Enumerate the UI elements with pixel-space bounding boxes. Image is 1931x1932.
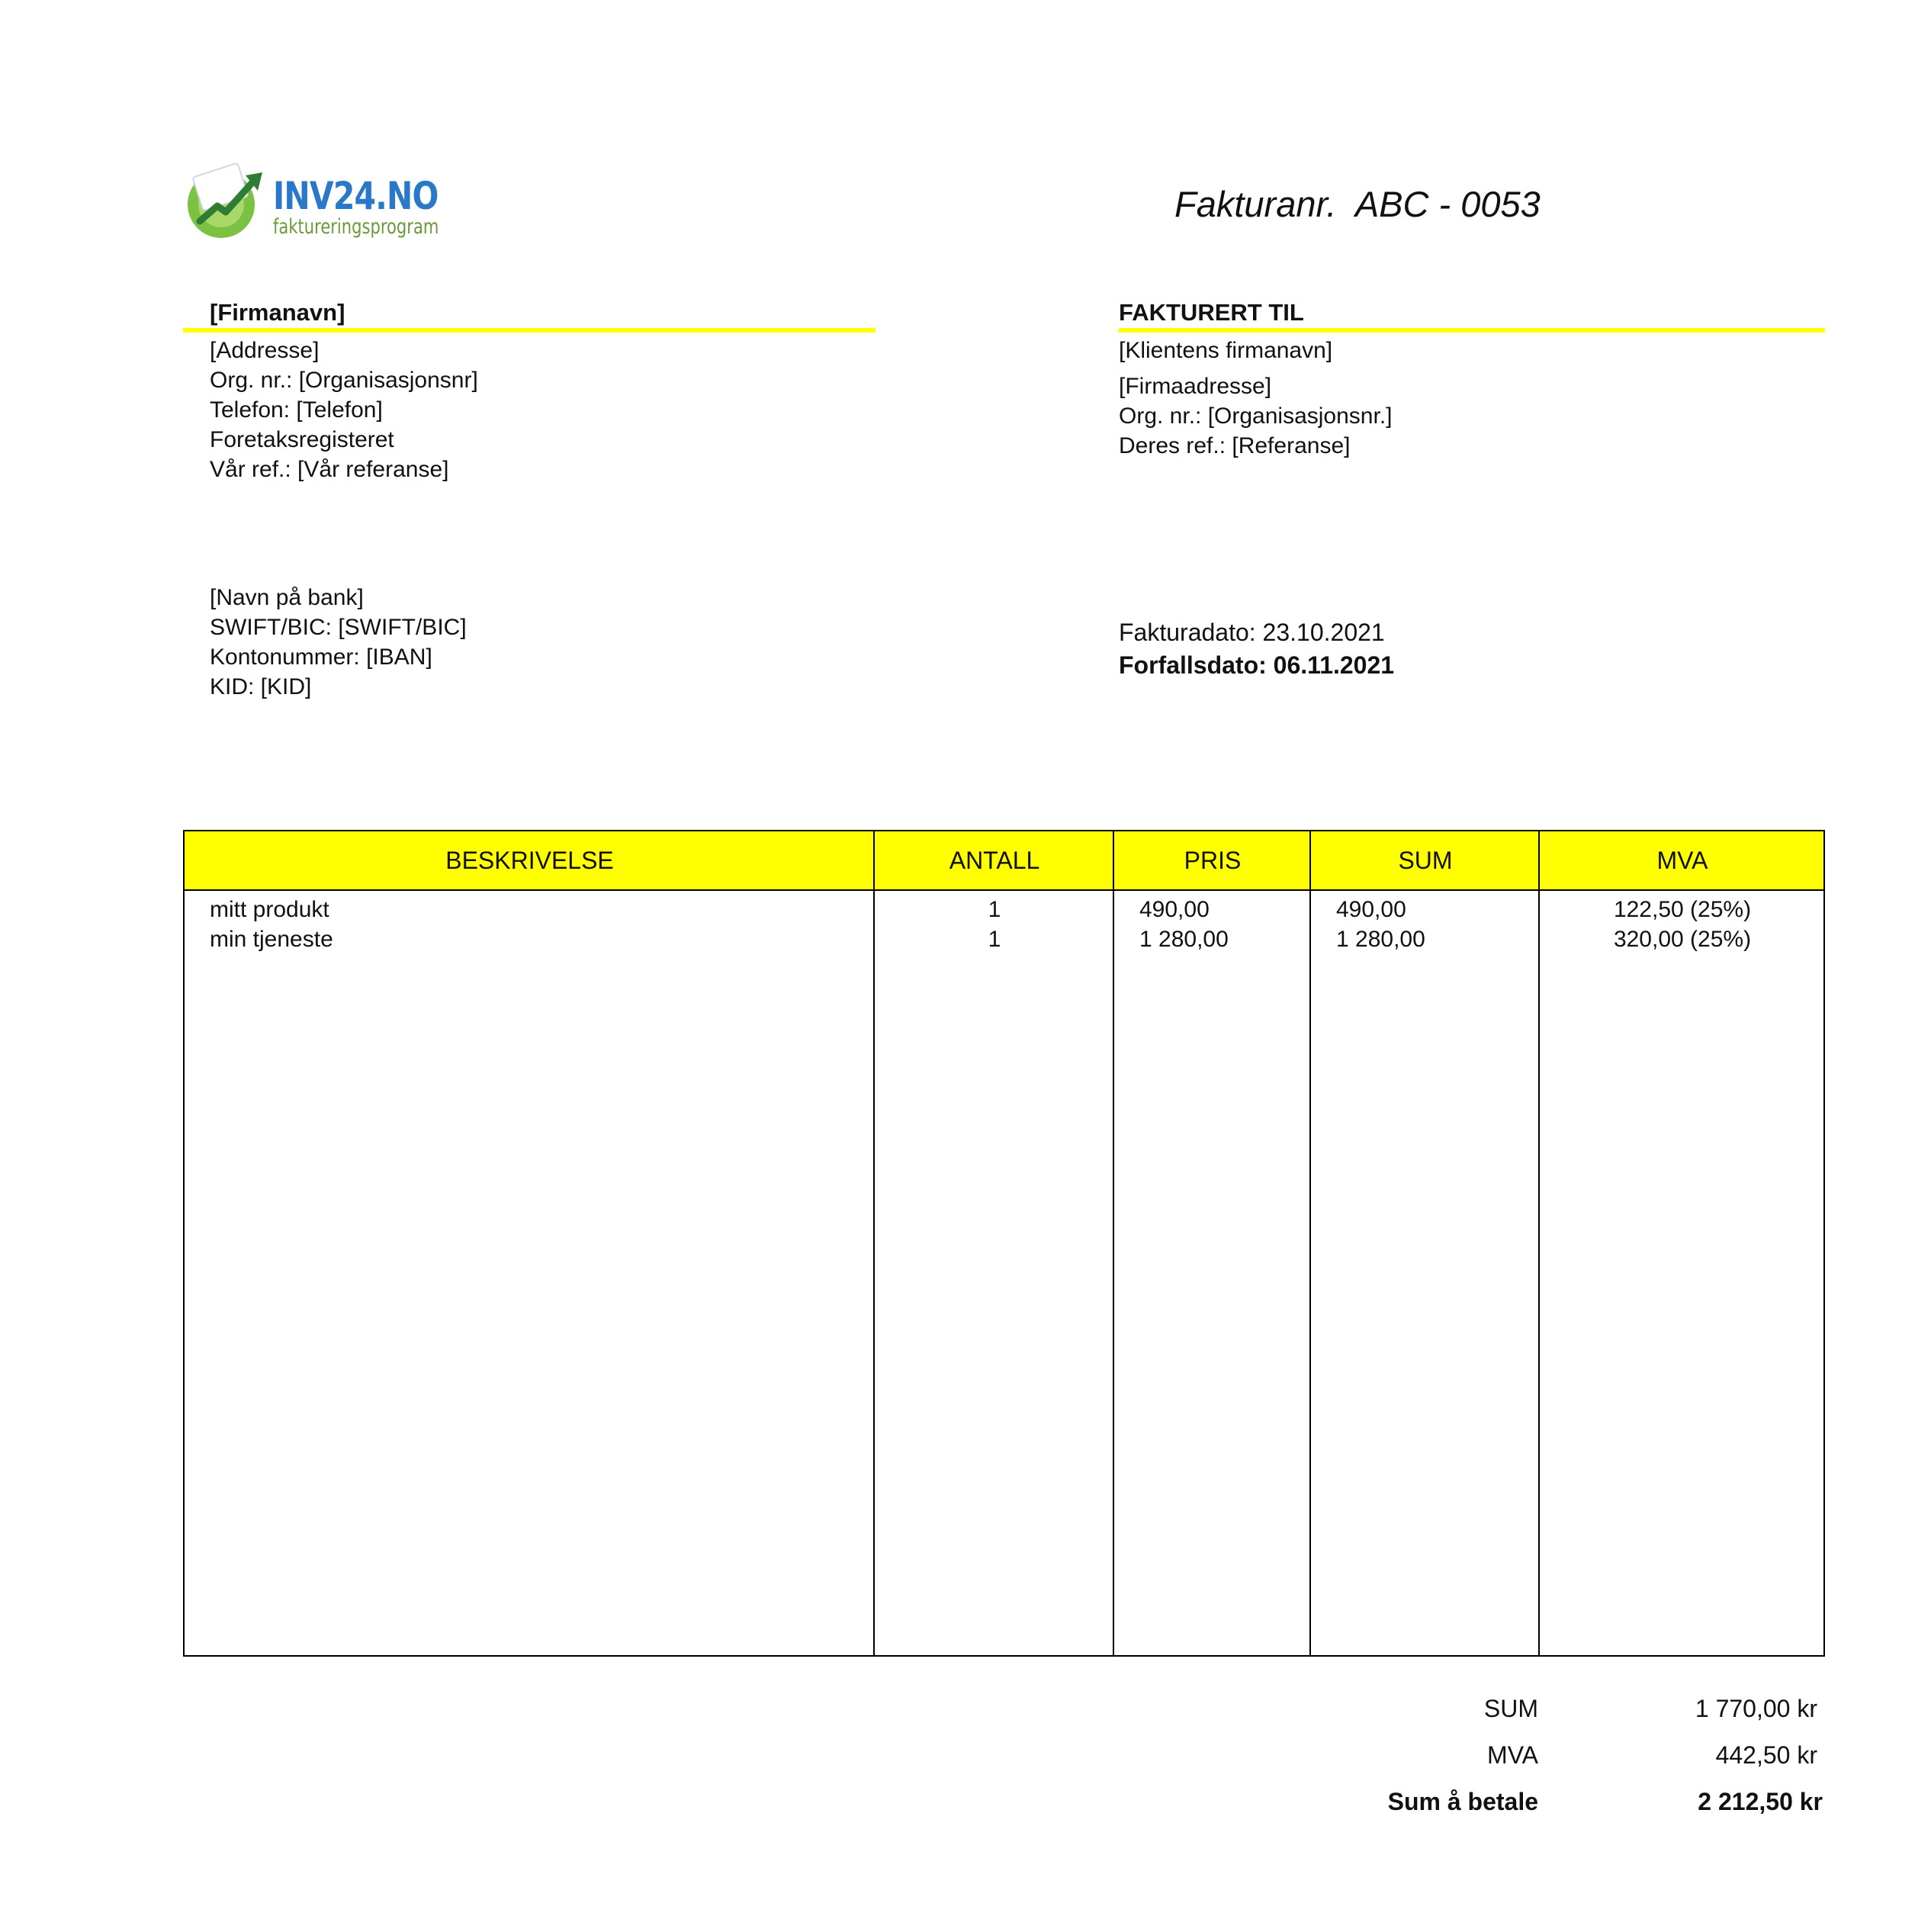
column-header-quantity: ANTALL — [949, 847, 1040, 874]
line-items-table — [183, 830, 1825, 1657]
amount-due-label: Sum å betale — [1387, 1788, 1538, 1815]
column-divider — [873, 831, 875, 1655]
logo-tagline: faktureringsprogram — [273, 215, 439, 239]
column-header-sum: SUM — [1398, 847, 1453, 874]
client-name: [Klientens firmanavn] — [1119, 338, 1333, 363]
due-date: Forfallsdato: 06.11.2021 — [1119, 651, 1395, 679]
client-divider — [1119, 328, 1825, 333]
bank-details — [210, 583, 467, 702]
bank-swift: SWIFT/BIC: [SWIFT/BIC] — [210, 615, 467, 640]
table-header — [185, 831, 1823, 891]
seller-divider — [183, 328, 876, 333]
bank-name: [Navn på bank] — [210, 585, 364, 610]
row-sum: 1 280,00 — [1336, 927, 1425, 952]
seller-details — [210, 336, 478, 484]
invoice-dates — [1119, 616, 1394, 682]
row-price: 1 280,00 — [1139, 927, 1229, 952]
column-header-price: PRIS — [1184, 847, 1242, 874]
column-divider — [1538, 831, 1540, 1655]
invoice-number: Fakturanr. ABC - 0053 — [1174, 184, 1541, 224]
seller-heading: [Firmanavn] — [210, 299, 345, 326]
column-header-vat: MVA — [1656, 847, 1708, 874]
seller-reference: Vår ref.: [Vår referanse] — [210, 457, 449, 482]
vat-total-value: 442,50 kr — [1715, 1741, 1817, 1769]
logo-emblem-icon — [183, 160, 267, 244]
seller-org-nr: Org. nr.: [Organisasjonsnr] — [210, 368, 478, 393]
row-description: min tjeneste — [210, 927, 333, 952]
subtotal-value: 1 770,00 kr — [1695, 1695, 1817, 1722]
seller-registry: Foretaksregisteret — [210, 427, 394, 452]
row-vat: 122,50 (25%) — [1613, 897, 1752, 922]
logo-name: INV24.NO — [273, 174, 439, 218]
client-heading: FAKTURERT TIL — [1119, 299, 1304, 326]
row-quantity: 1 — [988, 927, 1001, 952]
seller-address: [Addresse] — [210, 338, 320, 363]
row-quantity: 1 — [988, 897, 1001, 922]
client-address: [Firmaadresse] — [1119, 374, 1272, 399]
subtotal-label: SUM — [1483, 1695, 1538, 1722]
bank-kid: KID: [KID] — [210, 674, 312, 699]
bank-account: Kontonummer: [IBAN] — [210, 645, 432, 670]
column-header-description: BESKRIVELSE — [445, 847, 614, 874]
amount-due-value: 2 212,50 kr — [1698, 1788, 1823, 1815]
invoice-date: Fakturadato: 23.10.2021 — [1119, 619, 1385, 646]
company-logo — [183, 160, 442, 244]
client-org-nr: Org. nr.: [Organisasjonsnr.] — [1119, 403, 1393, 429]
column-divider — [1309, 831, 1311, 1655]
column-divider — [1113, 831, 1114, 1655]
client-details — [1119, 336, 1393, 461]
row-description: mitt produkt — [210, 897, 329, 922]
row-sum: 490,00 — [1336, 897, 1406, 922]
vat-total-label: MVA — [1487, 1741, 1538, 1769]
seller-phone: Telefon: [Telefon] — [210, 397, 383, 423]
client-reference: Deres ref.: [Referanse] — [1119, 433, 1351, 458]
row-price: 490,00 — [1139, 897, 1210, 922]
row-vat: 320,00 (25%) — [1613, 927, 1752, 952]
